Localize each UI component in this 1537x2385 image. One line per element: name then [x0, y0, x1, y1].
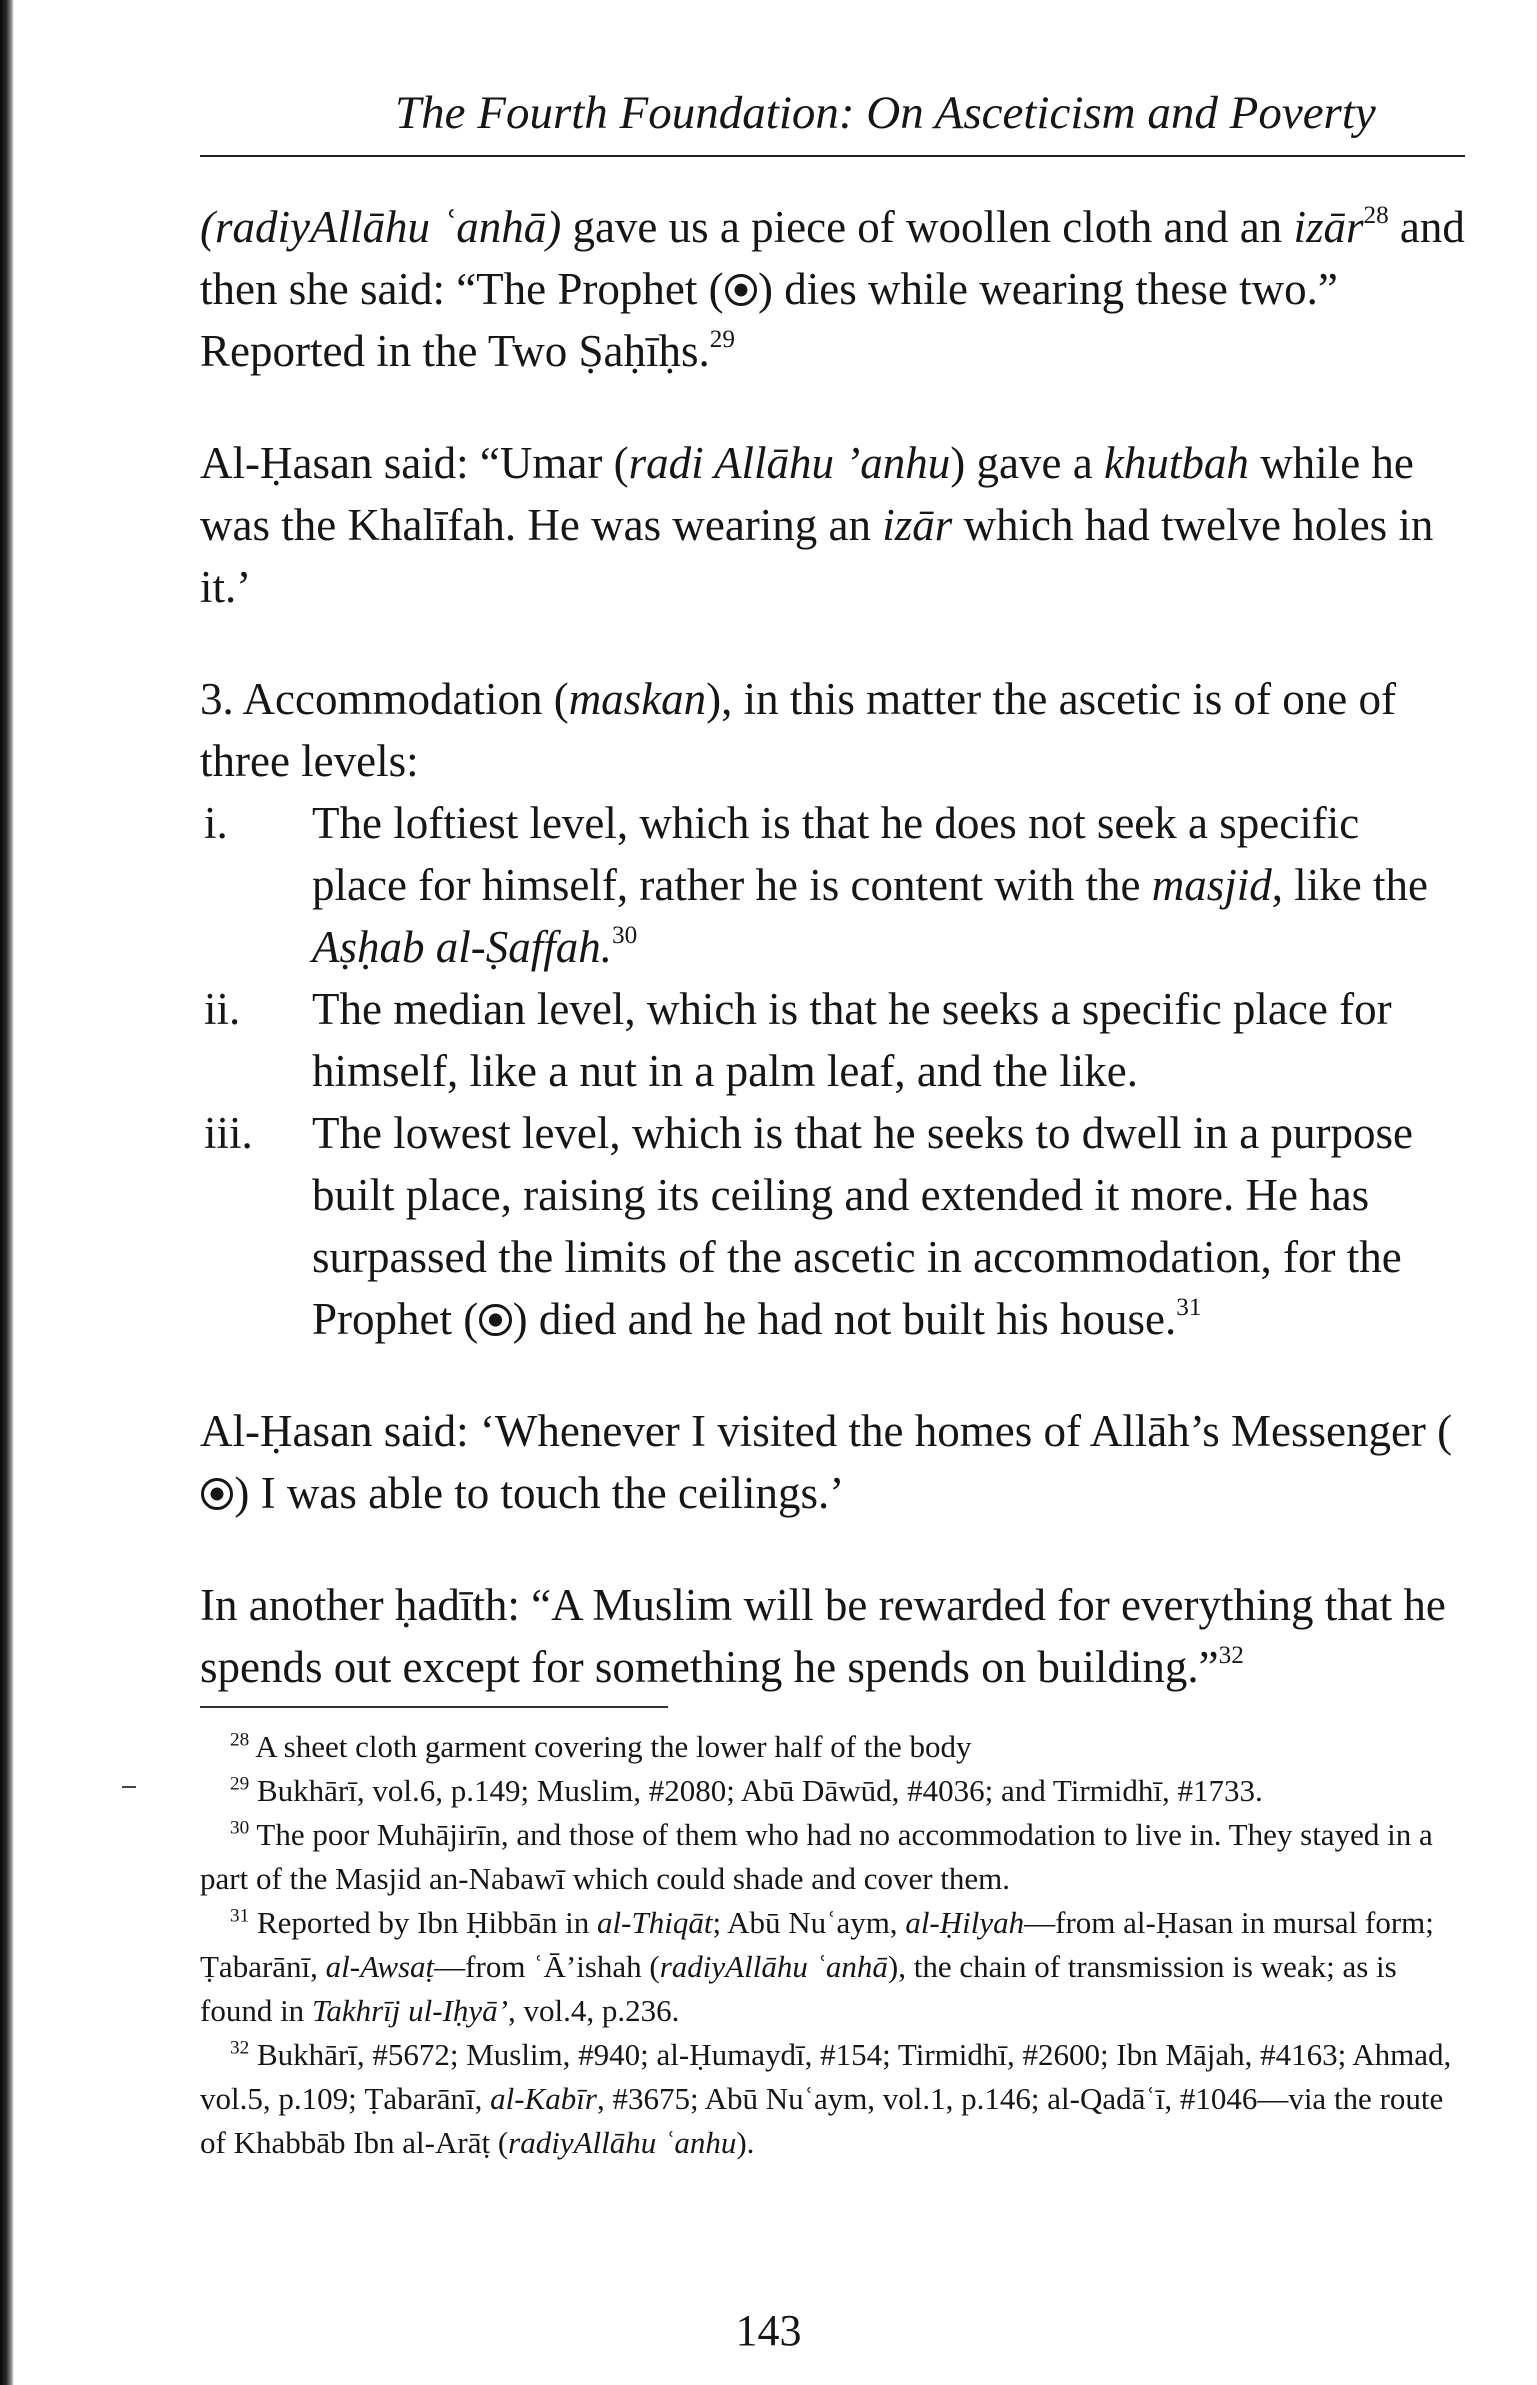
level-number: ii.	[204, 984, 241, 1034]
header-rule	[200, 155, 1465, 157]
paragraph-accommodation: 3. Accommodation (maskan), in this matter the ascetic is of one of three levels:	[200, 674, 1396, 786]
footnotes	[200, 1725, 1465, 2165]
running-header: The Fourth Foundation: On Asceticism and Poverty	[395, 87, 1376, 139]
footnote-31: $^{31}$ Reported by Ibn Ḥibbān in al-Thiqāt; Abū Nuʿaym, al-Ḥilyah—from al-Ḥasan in mursal form; Ṭabarānī, al-Awsaṭ—from ʿĀ’ishah (radiyAllāhu ʿanhā), the chain of transmission is weak; as is found in Takhrīj ul-Iḥyā’, vol.4, p.236.	[200, 1905, 1434, 2028]
footnote-ref-28: 28	[1363, 202, 1389, 230]
salutation-icon	[479, 1304, 511, 1336]
footnote-ref-29: 29	[709, 326, 735, 354]
footnote-32: $^{32}$ Bukhārī, #5672; Muslim, #940; al-Ḥumaydī, #154; Tirmidhī, #2600; Ibn Mājah, #4163; Ahmad, vol.5, p.109; Ṭabarānī, al-Kabīr, #3675; Abū Nuʿaym, vol.1, p.146; al-Qadāʿī, #1046—via the route of Khabbāb Ibn al-Arāṭ (radiyAllāhu ʿanhu).	[200, 2037, 1452, 2160]
level-item: i. The loftiest level, which is that he does not seek a specific place for himself, rather he is content with the masjid, like the Aṣḥab al-Ṣaffah.$^{30}$	[200, 792, 1465, 978]
page-number: 143	[735, 2306, 802, 2355]
margin-mark	[122, 1786, 136, 1788]
footnote-ref-30: 30	[612, 922, 638, 950]
paragraph-hadith: In another ḥadīth: “A Muslim will be rewarded for everything that he spends out except for something he spends on building.”$^{32}$	[200, 1580, 1446, 1692]
footnote-rule	[200, 1706, 668, 1708]
paragraph-umar: Al-Ḥasan said: “Umar (radi Allāhu ’anhu) gave a khutbah while he was the Khalīfah. He was wearing an izār which had twelve holes in it.’	[200, 438, 1434, 612]
scan-edge	[0, 0, 14, 2385]
salutation-icon	[201, 1478, 233, 1510]
salutation-icon	[725, 274, 757, 306]
footnote-30: $^{30}$ The poor Muhājirīn, and those of them who had no accommodation to live in. They stayed in a part of the Masjid an-Nabawī which could shade and cover them.	[200, 1817, 1433, 1896]
level-number: iii.	[204, 1108, 253, 1158]
level-item: ii. The median level, which is that he seeks a specific place for himself, like a nut in a palm leaf, and the like.	[200, 978, 1465, 1102]
main-text	[200, 196, 1465, 1698]
footnote-ref-31: 31	[1176, 1294, 1202, 1322]
footnote-ref-32: 32	[1218, 1642, 1244, 1670]
level-item: iii. The lowest level, which is that he seeks to dwell in a purpose built place, raising its ceiling and extended it more. He has surpassed the limits of the ascetic in accommodation, for the Prophet ( ) died and he had not built his house.$^{31}$	[200, 1102, 1465, 1350]
paragraph-izar: (radiyAllāhu ʿanhā) gave us a piece of woollen cloth and an izār$^{28}$ and then she said: “The Prophet ( ) dies while wearing these two.” Reported in the Two Ṣaḥīḥs.$^{29}$	[200, 202, 1465, 376]
footnote-29: $^{29}$ Bukhārī, vol.6, p.149; Muslim, #2080; Abū Dāwūd, #4036; and Tirmidhī, #1733.	[230, 1773, 1263, 1808]
level-number: i.	[204, 798, 228, 848]
footnote-28: $^{28}$ A sheet cloth garment covering the lower half of the body	[230, 1729, 972, 1764]
paragraph-ceilings: Al-Ḥasan said: ‘Whenever I visited the homes of Allāh’s Messenger () I was able to touch the ceilings.’	[200, 1406, 1453, 1518]
